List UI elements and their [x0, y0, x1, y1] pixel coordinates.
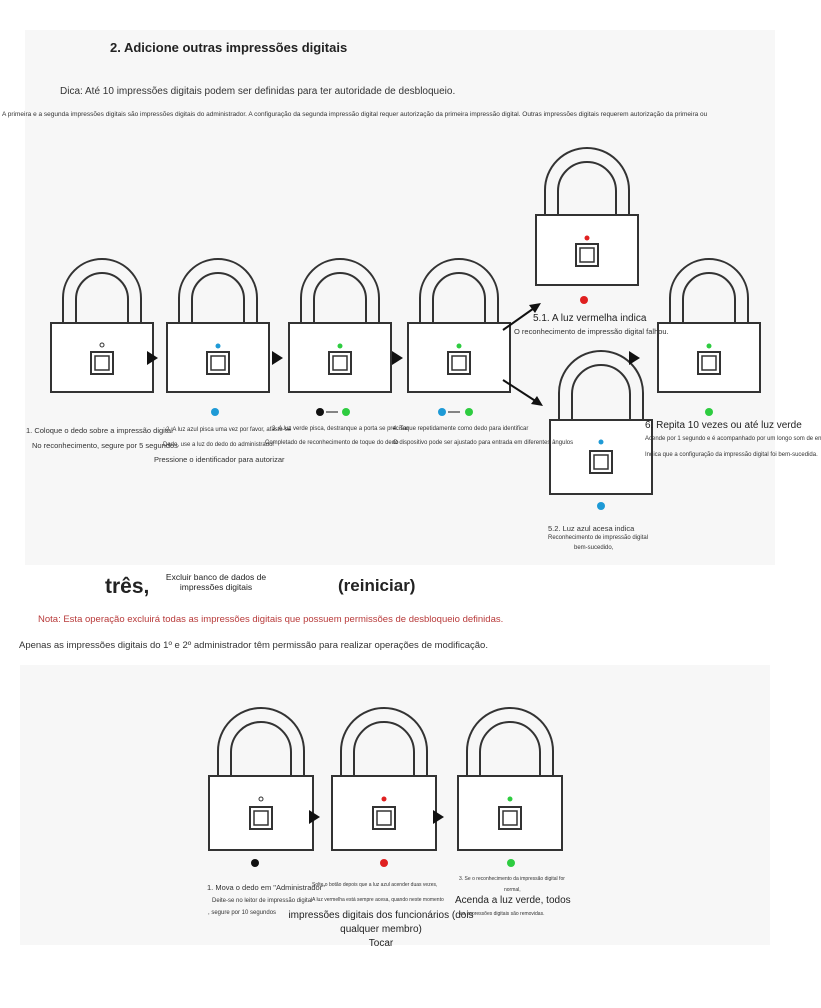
step51-caption: 5.1. A luz vermelha indica: [533, 313, 647, 324]
section3-subtitle: (reiniciar): [338, 576, 416, 595]
arrow-right-icon: [309, 810, 320, 824]
reset-step2-main: impressões digitais dos funcionários (dois qualquer membro) Tocar: [288, 910, 474, 949]
reset-step3-tail: as impressões digitais são removidas.: [460, 911, 545, 917]
section3-title: Excluir banco de dados de impressões digitais: [165, 572, 267, 592]
reset-step2-caption: A luz vermelha está sempre acesa, quando neste momento: [312, 897, 444, 903]
step6-caption: Acende por 1 segundo e é acompanhado por um longo som de en: [645, 436, 821, 442]
section2-note: A primeira e a segunda impressões digitais são impressões digitais do administrador. A configuração da segunda impressão digital requer autorização da primeira impressão digital. Outras impressões digitais requerem autorização da primeira ou: [2, 111, 708, 118]
padlock-icon: [331, 706, 437, 851]
step1-caption: 1. Coloque o dedo sobre a impressão digital: [26, 426, 173, 435]
reset-step2-caption: Solte o botão depois que a luz azul acender duas vezes,: [312, 882, 438, 888]
reset-step1-caption: 1. Mova o dedo em "Administrador": [207, 883, 325, 892]
section2-title: 2. Adicione outras impressões digitais: [110, 40, 348, 55]
reset-step3-caption: normal,: [504, 887, 521, 893]
reset-step1-caption: , segure por 10 segundos: [208, 910, 277, 916]
section3-admin-note: Apenas as impressões digitais do 1º e 2º administrador têm permissão para realizar operações de modificação.: [19, 640, 488, 651]
reset-step3-main: Acenda a luz verde, todos: [455, 895, 571, 906]
step3-caption: Completado de reconhecimento de toque do dedo: [265, 440, 399, 446]
step3-caption: 3. A luz verde pisca, destranque a porta se precisar: [272, 426, 409, 432]
step2-caption: 2. A luz azul pisca uma vez por favor, afaste-se: [166, 427, 292, 433]
step6-caption: 6. Repita 10 vezes ou até luz verde: [645, 420, 802, 431]
step52-caption: 5.2. Luz azul acesa indica: [548, 524, 635, 533]
step51-caption: O reconhecimento de impressão digital falhou.: [514, 327, 669, 336]
reset-step1-caption: Deite-se no leitor de impressão digital: [212, 898, 313, 904]
step4-caption: 4. Toque repetidamente como dedo para identificar: [393, 426, 529, 432]
reset-step3-caption: 3. Se o reconhecimento da impressão digital for: [459, 876, 565, 882]
step52-caption: Reconhecimento de impressão digital: [548, 535, 649, 541]
step1-caption: Pressione o identificador para autorizar: [154, 455, 285, 464]
step6-caption: Indica que a configuração da impressão digital foi bem-sucedida.: [645, 452, 818, 458]
section3-warning: Nota: Esta operação excluirá todas as impressões digitais que possuem permissões de desbloqueio definidas.: [38, 614, 504, 625]
padlock-icon: [457, 706, 563, 851]
step1-caption: No reconhecimento, segure por 5 segundos: [32, 441, 178, 450]
section2-tip: Dica: Até 10 impressões digitais podem ser definidas para ter autoridade de desbloqueio.: [60, 86, 456, 97]
padlock-icon: [208, 706, 314, 851]
step4-caption: O dispositivo pode ser ajustado para entrada em diferentes ângulos: [393, 440, 574, 446]
step2-caption: Dedo, use a luz do dedo do administrador: [163, 442, 275, 448]
step52-caption: bem-sucedido,: [574, 545, 614, 551]
section3-number: três,: [105, 575, 150, 598]
arrow-right-icon: [433, 810, 444, 824]
